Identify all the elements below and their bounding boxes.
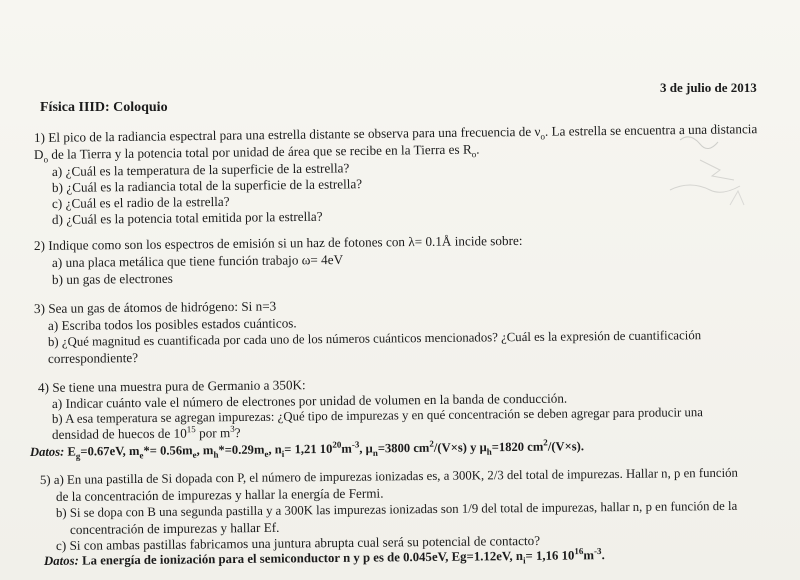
q2-statement: 2) Indique como son los espectros de emisión si un haz de fotones con λ= 0.1Å incide sobre: — [33, 232, 523, 253]
q5-item-a-line2: de la concentración de impurezas y hallar la energía de Fermi. — [55, 485, 384, 504]
exam-date: 3 de julio de 2013 — [660, 80, 757, 95]
q4-item-a: a) Indicar cuánto vale el número de electrones por unidad de volumen en la banda de conducción. — [51, 390, 568, 411]
q5-item-b-line2: concentración de impurezas y hallar Ef. — [69, 519, 280, 537]
q3-item-a: a) Escriba todos los posibles estados cuánticos. — [47, 315, 297, 333]
q1-item-d: d) ¿Cuál es la potencia total emitida por la estrella? — [51, 208, 323, 227]
q4-statement: 4) Se tiene una muestra pura de Germanio a 350K: — [37, 377, 306, 395]
q5-datos: Datos: La energía de ionización para el semiconductor n y p es de 0.045eV, Eg=1.12eV, $n_i= 1,16$ $10^{16}m^{-3}$. — [43, 545, 605, 568]
q3-item-b-line2: correspondiente? — [47, 350, 139, 366]
q3-statement: 3) Sea un gas de átomos de hidrógeno: Si n=3 — [33, 298, 277, 316]
q5-item-b-line1: b) Si se dopa con B una segunda pastilla y a 300K las impurezas ionizadas son 1/9 del total de impurezas, hallar n, p en función de la — [55, 498, 738, 520]
q2-item-b: b) un gas de electrones — [51, 270, 173, 287]
q5-item-a-line1: 5) a) En una pastilla de Si dopada con P, el número de impurezas ionizadas es, a 300K, 2/3 del total de impurezas. Hallar n, p en función — [39, 465, 738, 487]
q1-item-a: a) ¿Cuál es la temperatura de la superficie de la estrella? — [51, 160, 350, 179]
q4-datos: Datos: $E_g=0.67eV$, $m_e*= 0.56m_e$, $m_h*=0.29m_e$, $n_i= 1,21$ $10^{20}m^{-3}$, $\mu_n=3800$ $cm^2/(V\times s)$ y $\mu_h=1820$ $cm^2/(V\times s)$. — [29, 437, 585, 462]
q1-item-b: b) ¿Cuál es la radiancia total de la superficie de la estrella? — [51, 176, 363, 195]
exam-title: Física IIID: Coloquio — [40, 100, 168, 115]
q1-item-c: c) ¿Cuál es el radio de la estrella? — [51, 193, 230, 211]
q1-statement-line1: 1) El pico de la radiancia espectral para una estrella distante se observa para una frecuencia de $\nu_o$. La estrella se encuentra a una distancia — [33, 121, 758, 145]
q4-item-b-line1: b) A esa temperatura se agregan impurezas: ¿Qué tipo de impurezas y en qué concentración se deben agregar para producir una — [51, 405, 703, 426]
q5-item-c: c) Si con ambas pastillas fabricamos una juntura abrupta cual será su potencial de contacto? — [55, 532, 541, 553]
q2-item-a: a) una placa metálica que tiene función trabajo ω= 4eV — [51, 251, 344, 270]
q1-statement-line2: $D_o$ de la Tierra y la potencia total por unidad de área que se recibe en la Tierra es $R_o$. — [33, 141, 480, 165]
q3-item-b-line1: b) ¿Qué magnitud es cuantificada por cada uno de los números cuánticos mencionados? ¿Cuál es la expresión de cuantificación — [47, 328, 702, 349]
q4-item-b-line2: densidad de huecos de $10^{15}$ por $m^3$? — [51, 423, 241, 442]
